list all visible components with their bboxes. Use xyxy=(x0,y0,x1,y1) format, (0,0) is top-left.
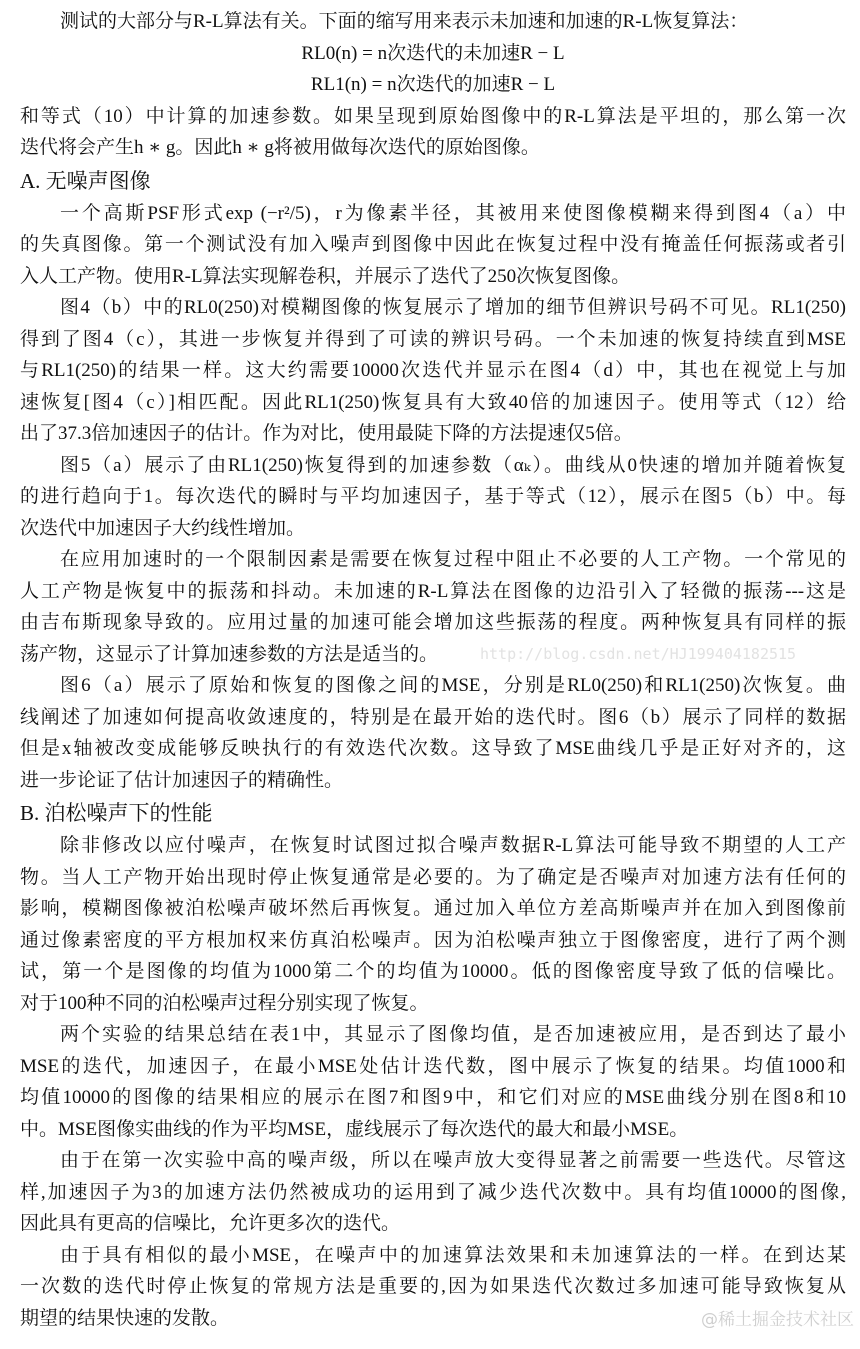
text-line: 荡产物，这显示了计算加速参数的方法是适当的。 xyxy=(20,643,439,665)
text-line: 迭代将会产生h ∗ g。因此h ∗ g将被用做每次迭代的原始图像。 xyxy=(20,137,540,158)
text-line: 次迭代中加速因子大约线性增加。 xyxy=(20,517,306,539)
text-line: 中。MSE图像实曲线的作为平均MSE，虚线展示了每次迭代的最大和最小MSE。 xyxy=(20,1118,689,1140)
text-line: 由于具有相似的最小MSE，在噪声中的加速算法效果和未加速算法的一样。在到达某 xyxy=(60,1244,846,1266)
text-line: 和等式（10）中计算的加速参数。如果呈现到原始图像中的R-L算法是平坦的，那么第一次 xyxy=(20,105,846,127)
text-line: A. 无噪声图像 xyxy=(20,168,151,193)
text-line: 入人工产物。使用R-L算法实现解卷积，并展示了迭代了250次恢复图像。 xyxy=(20,265,631,287)
text-line: 线阐述了加速如何提高收敛速度的，特别是在最开始的迭代时。图6（b）展示了同样的数据 xyxy=(20,706,846,728)
text-line: 速恢复[图4（c）]相匹配。因此RL1(250)恢复具有大致40倍的加速因子。使用等式（12）给 xyxy=(20,391,846,413)
text-line: 由吉布斯现象导致的。应用过量的加速可能会增加这些振荡的程度。两种恢复具有同样的振 xyxy=(20,612,846,633)
text-line: 图6（a）展示了原始和恢复的图像之间的MSE，分别是RL0(250)和RL1(250)次恢复。曲 xyxy=(60,675,846,696)
text-line: 得到了图4（c），其进一步恢复并得到了可读的辨识号码。一个未加速的恢复持续直到MSE xyxy=(20,328,846,350)
paragraph xyxy=(20,450,846,545)
text-line: 对于100种不同的泊松噪声过程分别实现了恢复。 xyxy=(20,992,429,1014)
text-line: 试，第一个是图像的均值为1000第二个的均值为10000。低的图像密度导致了低的信噪比。 xyxy=(20,961,846,982)
text-line: 的失真图像。第一个测试没有加入噪声到图像中因此在恢复过程中没有掩盖任何振荡或者引 xyxy=(20,234,846,255)
text-line: 出了37.3倍加速因子的估计。作为对比，使用最陡下降的方法提速仅5倍。 xyxy=(20,423,633,444)
paragraph xyxy=(20,292,846,450)
text-line: B. 泊松噪声下的性能 xyxy=(20,801,213,825)
text-line: 均值10000的图像的结果相应的展示在图7和图9中，和它们对应的MSE曲线分别在图8和10 xyxy=(20,1087,846,1108)
text-line: RL1(n) = n次迭代的加速R − L xyxy=(310,74,556,95)
paragraph xyxy=(20,6,846,38)
text-line: MSE的迭代，加速因子，在最小MSE处估计迭代数，图中展示了恢复的结果。均值1000和 xyxy=(20,1055,846,1077)
text-line: 图5（a）展示了由RL1(250)恢复得到的加速参数（αₖ）。曲线从0快速的增加并随着恢复 xyxy=(60,454,846,476)
paragraph xyxy=(20,670,846,796)
text-line: 两个实验的结果总结在表1中，其显示了图像均值，是否加速被应用，是否到达了最小 xyxy=(60,1024,846,1045)
text-line: 与RL1(250)的结果一样。这大约需要10000次迭代并显示在图4（d）中，其也在视觉上与加 xyxy=(20,360,846,381)
paragraph xyxy=(20,101,846,164)
text-line: 通过像素密度的平方根加权来仿真泊松噪声。因为泊松噪声独立于图像密度，进行了两个测 xyxy=(20,929,846,951)
text-line: 测试的大部分与R-L算法有关。下面的缩写用来表示未加速和加速的R-L恢复算法： xyxy=(60,11,749,32)
paragraph xyxy=(20,830,846,1019)
text-line: 因此具有更高的信噪比，允许更多次的迭代。 xyxy=(20,1213,401,1234)
paragraph xyxy=(20,1019,846,1145)
watermark-blog-url: http://blog.csdn.net/HJ199404182515 xyxy=(480,645,797,663)
text-line: 除非修改以应付噪声，在恢复时试图过拟合噪声数据R-L算法可能导致不期望的人工产 xyxy=(60,835,846,856)
text-line: 由于在第一次实验中高的噪声级，所以在噪声放大变得显著之前需要一些迭代。尽管这 xyxy=(60,1150,846,1171)
text-line: 但是x轴被改变成能够反映执行的有效迭代次数。这导致了MSE曲线几乎是正好对齐的，这 xyxy=(20,738,846,759)
text-line: 人工产物是恢复中的振荡和抖动。未加速的R-L算法在图像的边沿引入了轻微的振荡---这是 xyxy=(20,580,846,602)
paragraph xyxy=(20,198,846,293)
text-line: 样,加速因子为3的加速方法仍然被成功的运用到了减少迭代次数中。具有均值10000的图像, xyxy=(20,1181,846,1203)
watermark-site: @稀土掘金技术社区 xyxy=(701,1310,854,1330)
section-heading xyxy=(20,796,846,830)
equation xyxy=(20,38,846,70)
text-line: RL0(n) = n次迭代的未加速R − L xyxy=(301,42,565,64)
text-line: 一次数的迭代时停止恢复的常规方法是重要的,因为如果迭代次数过多加速可能导致恢复从 xyxy=(20,1276,846,1297)
text-line: 在应用加速时的一个限制因素是需要在恢复过程中阻止不必要的人工产物。一个常见的 xyxy=(60,549,846,570)
text-line: 物。当人工产物开始出现时停止恢复通常是必要的。为了确定是否噪声对加速方法有任何的 xyxy=(20,866,846,888)
document-body xyxy=(20,6,846,1334)
text-line: 的进行趋向于1。每次迭代的瞬时与平均加速因子，基于等式（12），展示在图5（b）中。每 xyxy=(20,486,846,507)
text-line: 进一步论证了估计加速因子的精确性。 xyxy=(20,769,344,791)
text-line: 期望的结果快速的发散。 xyxy=(20,1307,230,1329)
paragraph xyxy=(20,1145,846,1240)
equation xyxy=(20,69,846,101)
text-line: 影响，模糊图像被泊松噪声破坏然后再恢复。通过加入单位方差高斯噪声并在加入到图像前 xyxy=(20,898,846,919)
section-heading xyxy=(20,164,846,198)
text-line: 图4（b）中的RL0(250)对模糊图像的恢复展示了增加的细节但辨识号码不可见。RL1(250) xyxy=(60,297,846,318)
text-line: 一个高斯PSF形式exp (−r²/5)，r为像素半径，其被用来使图像模糊来得到图4（a）中 xyxy=(60,202,846,224)
